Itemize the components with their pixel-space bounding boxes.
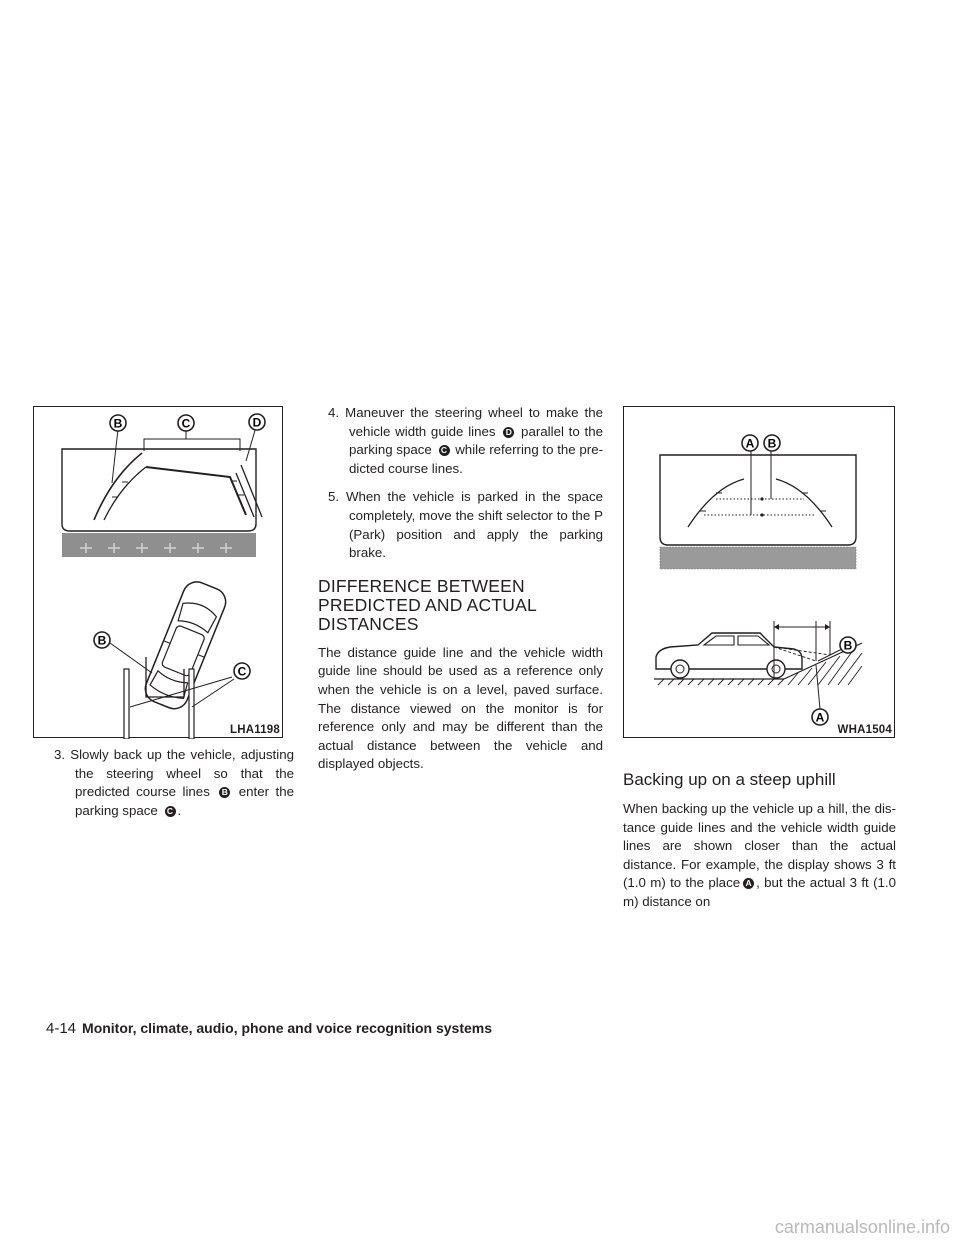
step-text: enter the parking space — [75, 784, 294, 818]
column-3 — [623, 770, 896, 922]
uphill-illustration — [624, 407, 896, 739]
step-text: Slowly back up the vehicle, adjusting the steering wheel so that the predicted course lines — [70, 747, 294, 800]
body-text: , but the actual 3 ft (1.0 m) distance on — [623, 875, 896, 909]
figure-parking-monitor — [33, 406, 283, 738]
callout-b-top — [110, 415, 126, 431]
svg-text:C: C — [237, 664, 247, 679]
callout-marker: C — [165, 806, 176, 817]
figure-code: WHA1504 — [837, 724, 892, 736]
svg-text:A: A — [815, 710, 825, 725]
page-footer — [46, 1020, 492, 1037]
step-text: Maneuver the steering wheel to make the vehicle width guide lines — [345, 405, 603, 439]
section-title: Monitor, climate, audio, phone and voice recognition systems — [82, 1020, 492, 1036]
step-number: 5. — [328, 489, 340, 505]
step-3 — [44, 746, 294, 820]
subsection-heading: Backing up on a steep uphill — [623, 770, 836, 789]
figure-code: LHA1198 — [230, 724, 280, 736]
callout-marker: A — [743, 878, 754, 889]
callout-a-top — [742, 435, 758, 451]
step-number: 4. — [328, 405, 340, 420]
svg-text:A: A — [745, 436, 755, 451]
callout-c-bottom — [234, 663, 250, 679]
step-5 — [318, 488, 603, 562]
callout-b-top — [764, 435, 780, 451]
svg-text:B: B — [113, 416, 123, 431]
step-number: 3. — [54, 747, 66, 762]
step-text: parallel to the parking space — [349, 423, 603, 458]
step-text: . — [177, 802, 182, 818]
figure-uphill — [623, 406, 895, 738]
svg-text:C: C — [181, 416, 191, 431]
svg-text:B: B — [767, 436, 777, 451]
body-text: When backing up the vehicle up a hill, the dis- tance guide lines and the vehicle width guide lines are shown closer than the actual distance. For example, the display shows 3 ft (1.0 m) to the place — [623, 801, 896, 891]
svg-text:B: B — [97, 633, 107, 648]
watermark: carmanualsonline.info — [774, 1217, 950, 1237]
step-text: while referring to the pre- dicted course lines. — [349, 442, 604, 476]
callout-c-top — [178, 415, 194, 431]
callout-marker: C — [439, 445, 450, 456]
callout-marker: B — [219, 787, 230, 798]
callout-a-side — [812, 709, 828, 725]
sedan-side-view — [656, 633, 802, 678]
section-body: The distance guide line and the vehicle width guide line should be used as a reference only when the vehicle is on a level, paved surface. The distance viewed on the monitor is for reference only and may be different than the actual distance between the vehicle and displayed objects. — [318, 644, 603, 772]
svg-text:D: D — [252, 415, 262, 430]
callout-marker: D — [503, 427, 514, 438]
section-heading: DIFFERENCE BETWEEN PREDICTED AND ACTUAL DISTANCES — [318, 575, 537, 634]
step-4 — [318, 404, 603, 478]
callout-b-side — [840, 637, 856, 653]
page-number: 4-14 — [46, 1020, 77, 1037]
column-2 — [318, 404, 603, 784]
subsection-body — [623, 800, 896, 912]
callout-b-bottom — [94, 632, 110, 648]
step-text: When the vehicle is parked in the space completely, move the shift selector to the P (Park) position and apply the parking brake. — [345, 489, 603, 561]
column-1 — [44, 746, 294, 830]
parking-monitor-illustration — [34, 407, 284, 739]
svg-text:B: B — [843, 638, 853, 653]
callout-d-top — [249, 414, 265, 430]
